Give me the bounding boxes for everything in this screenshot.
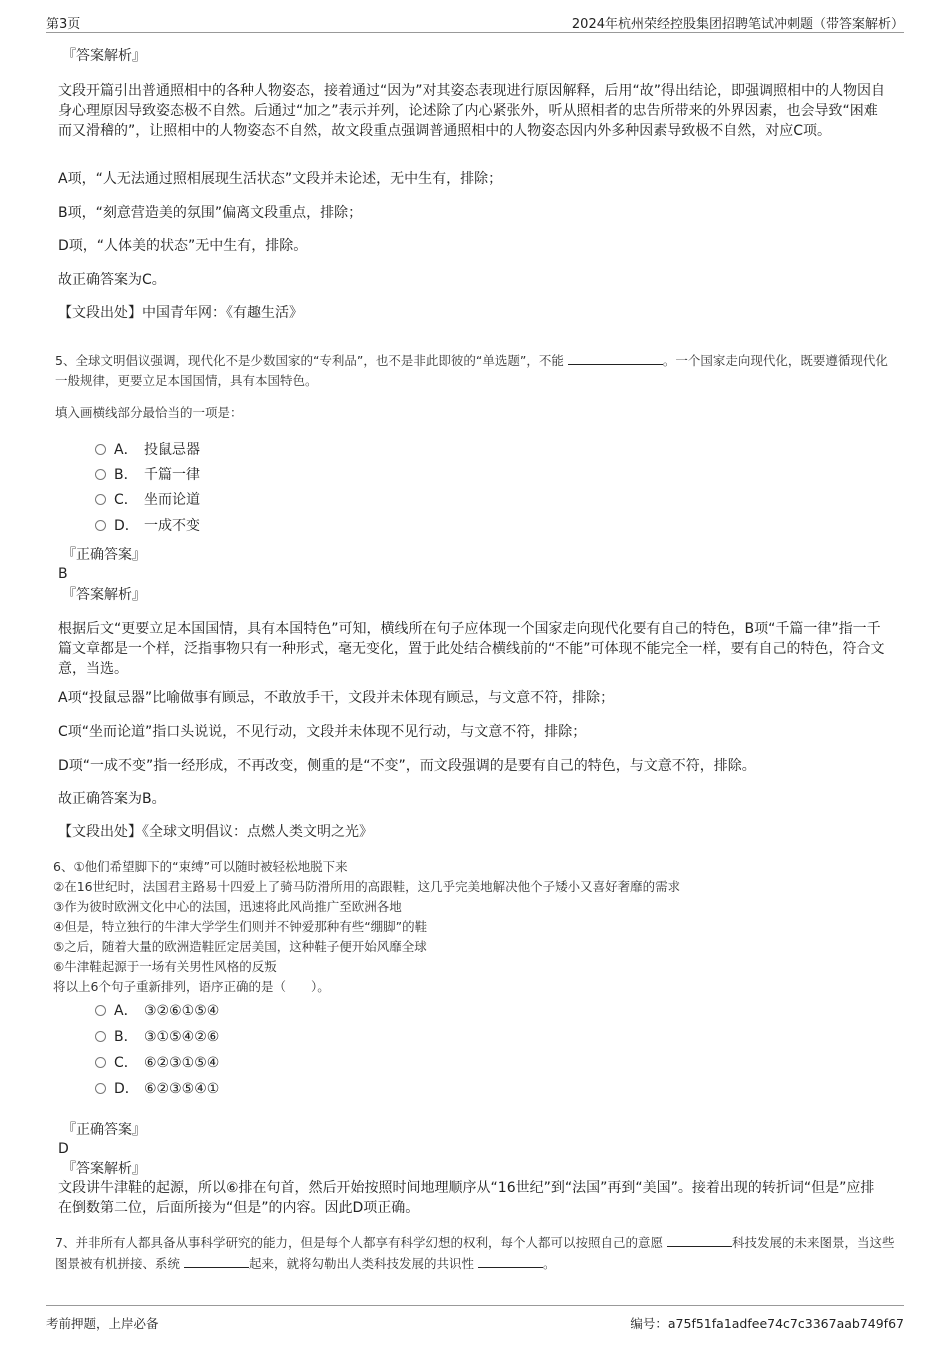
q6-option-c[interactable]: C． ⑥②③①⑤④ — [95, 1053, 219, 1073]
radio-icon[interactable] — [95, 520, 106, 531]
radio-icon[interactable] — [95, 1005, 106, 1016]
q6-analysis-heading: 『答案解析』 — [62, 1161, 146, 1177]
q5-option-a[interactable]: A． 投鼠忌器 — [95, 440, 200, 460]
q4-analysis-option-b: B项，“刻意营造美的氛围”偏离文段重点，排除； — [58, 205, 363, 221]
document-title: 2024年杭州荣经控股集团招聘笔试冲刺题（带答案解析） — [571, 17, 904, 32]
q5-answer-heading: 『正确答案』 — [62, 547, 146, 563]
q5-option-d[interactable]: D． 一成不变 — [95, 516, 200, 536]
q4-analysis-heading: 『答案解析』 — [62, 48, 146, 64]
q6-sentence: ④但是，特立独行的牛津大学学生们则并不钟爱那种有些“绷脚”的鞋 — [53, 919, 428, 934]
q5-conclusion: 故正确答案为B。 — [58, 791, 166, 807]
q5-prompt: 填入画横线部分最恰当的一项是： — [55, 405, 243, 420]
radio-icon[interactable] — [95, 1057, 106, 1068]
q5-source: 【文段出处】《全球文明倡议：点燃人类文明之光》 — [58, 824, 373, 840]
radio-icon[interactable] — [95, 1083, 106, 1094]
footer-slogan: 考前押题，上岸必备 — [46, 1316, 159, 1331]
q5-analysis-heading: 『答案解析』 — [62, 587, 146, 603]
q4-source: 【文段出处】中国青年网：《有趣生活》 — [58, 305, 303, 321]
q6-answer: D — [58, 1141, 69, 1157]
q5-analysis-option-c: C项“坐而论道”指口头说说，不见行动，文段并未体现不见行动，与文意不符，排除； — [58, 724, 587, 740]
radio-icon[interactable] — [95, 494, 106, 505]
q7-stem: 7、并非所有人都具备从事科学研究的能力，但是每个人都享有科学幻想的权利，每个人都可以按照自己的意愿 科技发展的未来图景，当这些图景被有机拼接、系统 起来，就将勾勒出人类科技发展的共识性 。 — [55, 1232, 895, 1274]
q6-sentence: ②在16世纪时，法国君主路易十四爱上了骑马防滑所用的高跟鞋，这几乎完美地解决他个子矮小又喜好奢靡的需求 — [53, 879, 681, 894]
q6-answer-heading: 『正确答案』 — [62, 1122, 146, 1138]
q6-sentence: ⑤之后，随着大量的欧洲造鞋匠定居美国，这种鞋子便开始风靡全球 — [53, 939, 427, 954]
q5-stem-part1: 5、全球文明倡议强调，现代化不是少数国家的“专利品”，也不是非此即彼的“单选题”，不能 — [55, 353, 568, 368]
q4-analysis-option-a: A项，“人无法通过照相展现生活状态”文段并未论述，无中生有，排除； — [58, 171, 503, 187]
radio-icon[interactable] — [95, 469, 106, 480]
q5-analysis-paragraph: 根据后文“更要立足本国国情，具有本国特色”可知，横线所在句子应体现一个国家走向现代化要有自己的特色，B项“千篇一律”指一千篇文章都是一个样，泛指事物只有一种形式，毫无变化，置于此处结合横线前的“不能”可体现不能完全一样，要有自己的特色，符合文意，当选。 — [58, 621, 885, 677]
q7-blank-1 — [667, 1232, 732, 1247]
q5-answer: B — [58, 566, 68, 582]
footer-code: 编号：a75f51fa1adfee74c7c3367aab749f67 — [630, 1316, 904, 1331]
q6-sentence: ⑥牛津鞋起源于一场有关男性风格的反叛 — [53, 959, 277, 974]
q7-blank-3 — [478, 1253, 543, 1268]
q6-option-d[interactable]: D． ⑥②③⑤④① — [95, 1079, 219, 1099]
q4-analysis-paragraph: 文段开篇引出普通照相中的各种人物姿态，接着通过“因为”对其姿态表现进行原因解释，后用“故”得出结论，即强调照相中的人物因自身心理原因导致姿态极不自然。后通过“加之”表示并列，论述除了内心紧张外，听从照相者的忠告所带来的外界因素，也会导致“困难而又滑稽的”，让照相中的人物姿态不自然，故文段重点强调普通照相中的人物姿态因内外多种因素导致极不自然，对应C项。 — [58, 83, 886, 139]
q5-analysis-option-d: D项“一成不变”指一经形成，不再改变，侧重的是“不变”，而文段强调的是要有自己的特色，与文意不符，排除。 — [58, 758, 756, 774]
q6-sentence: ③作为彼时欧洲文化中心的法国，迅速将此风尚推广至欧洲各地 — [53, 899, 402, 914]
q4-analysis-option-d: D项，“人体美的状态”无中生有，排除。 — [58, 238, 308, 254]
q6-option-b[interactable]: B． ③①⑤④②⑥ — [95, 1027, 219, 1047]
q6-sentence: 6、①他们希望脚下的“束缚”可以随时被轻松地脱下来 — [53, 859, 348, 874]
q5-stem — [55, 350, 895, 391]
q5-stem-part2: 。一个国家走向现代化，既要遵循现代化一般规律，更要立足本国国情，具有本国特色。 — [55, 353, 888, 388]
q4-conclusion: 故正确答案为C。 — [58, 272, 166, 288]
radio-icon[interactable] — [95, 444, 106, 455]
page-number: 第3页 — [46, 17, 81, 32]
q6-prompt: 将以上6个句子重新排列，语序正确的是（ ）。 — [53, 979, 330, 994]
q5-option-c[interactable]: C． 坐而论道 — [95, 490, 200, 510]
page-header — [46, 10, 904, 33]
q5-blank — [568, 350, 663, 365]
page-footer — [46, 1305, 904, 1330]
q5-analysis-option-a: A项“投鼠忌器”比喻做事有顾忌，不敢放手干，文段并未体现有顾忌，与文意不符，排除； — [58, 690, 615, 706]
q6-option-a[interactable]: A． ③②⑥①⑤④ — [95, 1001, 219, 1021]
q7-blank-2 — [184, 1253, 249, 1268]
q5-option-b[interactable]: B． 千篇一律 — [95, 465, 200, 485]
radio-icon[interactable] — [95, 1031, 106, 1042]
q6-analysis-paragraph: 文段讲牛津鞋的起源，所以⑥排在句首，然后开始按照时间地理顺序从“16世纪”到“法国”再到“美国”。接着出现的转折词“但是”应排在倒数第二位，后面所接为“但是”的内容。因此D项正确。 — [58, 1180, 875, 1216]
